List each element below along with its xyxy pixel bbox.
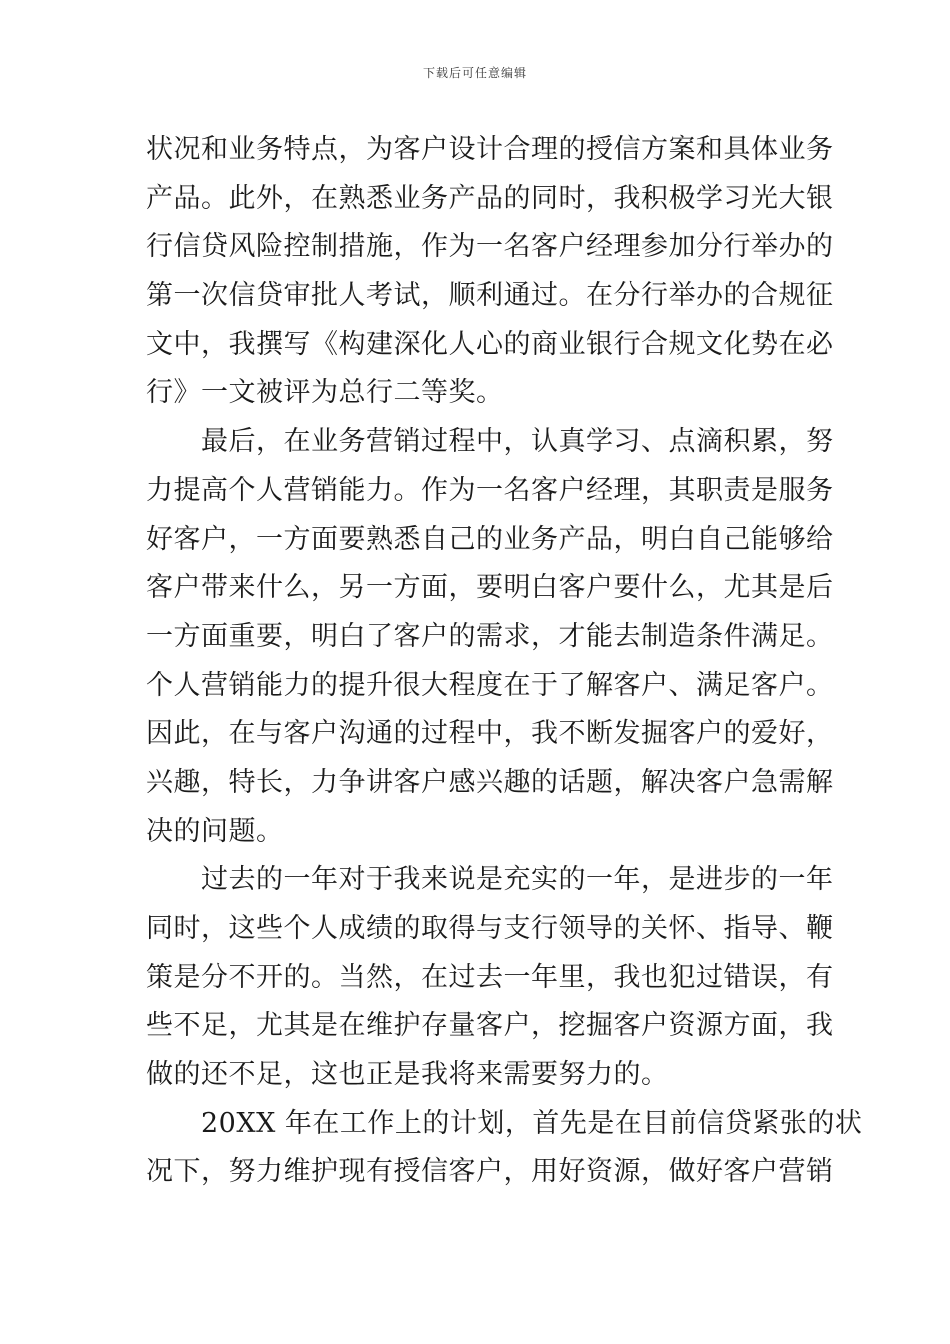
text-line: 决的问题。: [146, 815, 284, 847]
text-line: 客户带来什么，另一方面，要明白客户要什么，尤其是后: [146, 572, 834, 604]
text-line: 20XX 年在工作上的计划，首先是在目前信贷紧张的状: [146, 1107, 863, 1139]
text-line: 一方面重要，明白了客户的需求，才能去制造条件满足。: [146, 620, 834, 652]
text-line: 因此，在与客户沟通的过程中，我不断发掘客户的爱好，: [146, 718, 834, 750]
document-body: [146, 126, 863, 1197]
text-line: 产品。此外，在熟悉业务产品的同时，我积极学习光大银: [146, 182, 834, 214]
text-line: 些不足，尤其是在维护存量客户，挖掘客户资源方面，我: [146, 1010, 834, 1042]
page-header-note: 下载后可任意编辑: [422, 66, 527, 80]
text-line: 策是分不开的。当然，在过去一年里，我也犯过错误，有: [146, 961, 834, 993]
text-line: 好客户，一方面要熟悉自己的业务产品，明白自己能够给: [146, 523, 834, 555]
text-line: 个人营销能力的提升很大程度在于了解客户、满足客户。: [146, 669, 834, 701]
text-line: 过去的一年对于我来说是充实的一年，是进步的一年: [146, 864, 834, 896]
text-line: 兴趣，特长，力争讲客户感兴趣的话题，解决客户急需解: [146, 766, 834, 798]
text-line: 第一次信贷审批人考试，顺利通过。在分行举办的合规征: [146, 280, 834, 312]
paragraph-3: [146, 856, 834, 1099]
text-line: 文中，我撰写《构建深化人心的商业银行合规文化势在必: [146, 328, 834, 360]
text-line: 行信贷风险控制措施，作为一名客户经理参加分行举办的: [146, 231, 834, 263]
text-line: 力提高个人营销能力。作为一名客户经理，其职责是服务: [146, 474, 834, 506]
text-line: 做的还不足，这也正是我将来需要努力的。: [146, 1059, 669, 1091]
text-line: 最后，在业务营销过程中，认真学习、点滴积累，努: [146, 426, 834, 458]
paragraph-4: [146, 1100, 863, 1197]
text-line: 同时，这些个人成绩的取得与支行领导的关怀、指导、鞭: [146, 913, 834, 944]
text-line: 况下，努力维护现有授信客户，用好资源，做好客户营销: [146, 1156, 834, 1188]
paragraph-2: [146, 418, 834, 856]
paragraph-1: [146, 126, 834, 418]
text-line: 行》一文被评为总行二等奖。: [146, 377, 504, 409]
text-line: 状况和业务特点，为客户设计合理的授信方案和具体业务: [146, 134, 834, 165]
